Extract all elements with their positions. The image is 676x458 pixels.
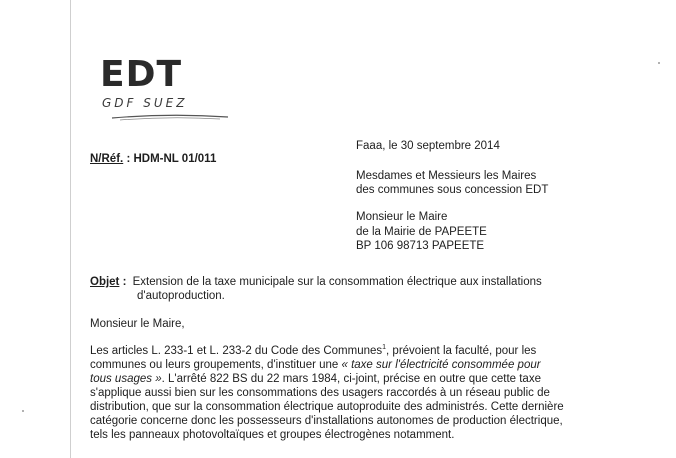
- body-line-5: distribution, que sur la consommation électrique autoproduite des administrés. Cette dernière: [90, 401, 564, 413]
- edt-logo: [100, 56, 250, 126]
- body-line-3-b: . L'arrêté 822 BS du 22 mars 1984, ci-joint, précise en outre que cette taxe: [161, 373, 541, 385]
- logo-swoosh-icon: [110, 112, 230, 122]
- body-line-2-italic: « taxe sur l'électricité consommée pour: [341, 359, 541, 371]
- reference-label: N/Réf.: [90, 153, 124, 165]
- body-line-2-a: communes ou leurs groupements, d'instituer une: [90, 359, 342, 371]
- logo-main-text: EDT: [100, 54, 183, 95]
- scan-speck: [22, 410, 24, 412]
- scan-speck: [658, 62, 660, 64]
- salutation: Monsieur le Maire,: [90, 318, 185, 330]
- subject-line-2: d'autoproduction.: [137, 290, 225, 302]
- reference-line: [90, 153, 216, 166]
- address-line-3: BP 106 98713 PAPEETE: [356, 240, 485, 252]
- body-line-1-a: Les articles L. 233-1 et L. 233-2 du Code des Communes: [90, 345, 383, 357]
- scan-margin-line: [70, 0, 71, 458]
- body-line-2: [90, 359, 541, 372]
- body-line-7: tels les panneaux photovoltaïques et groupes électrogènes notamment.: [90, 429, 455, 441]
- recipients-line-1: Mesdames et Messieurs les Maires: [356, 170, 537, 182]
- address-line-2: de la Mairie de PAPEETE: [356, 226, 487, 238]
- body-line-1-b: , prévoient la faculté, pour les: [386, 345, 537, 357]
- subject-colon: :: [119, 276, 127, 288]
- subject-text-1: Extension de la taxe municipale sur la consommation électrique aux installations: [132, 276, 542, 288]
- reference-value: : HDM-NL 01/011: [126, 153, 217, 165]
- subject-line-1: [90, 276, 542, 289]
- body-line-3: [90, 373, 541, 386]
- date-line: Faaa, le 30 septembre 2014: [356, 140, 500, 152]
- body-line-4: s'applique aussi bien sur les consommations des usagers raccordés à un réseau public de: [90, 387, 550, 399]
- body-line-1: [90, 345, 536, 358]
- logo-sub-text: GDF SUEZ: [102, 96, 188, 110]
- address-line-1: Monsieur le Maire: [356, 211, 448, 223]
- footnote-marker: 1: [382, 344, 387, 352]
- body-line-3-italic: tous usages »: [90, 373, 162, 385]
- recipients-line-2: des communes sous concession EDT: [356, 184, 549, 196]
- subject-label: Objet: [90, 276, 120, 288]
- body-line-6: catégorie concerne donc les possesseurs d'installations autonomes de production électrique,: [90, 415, 563, 427]
